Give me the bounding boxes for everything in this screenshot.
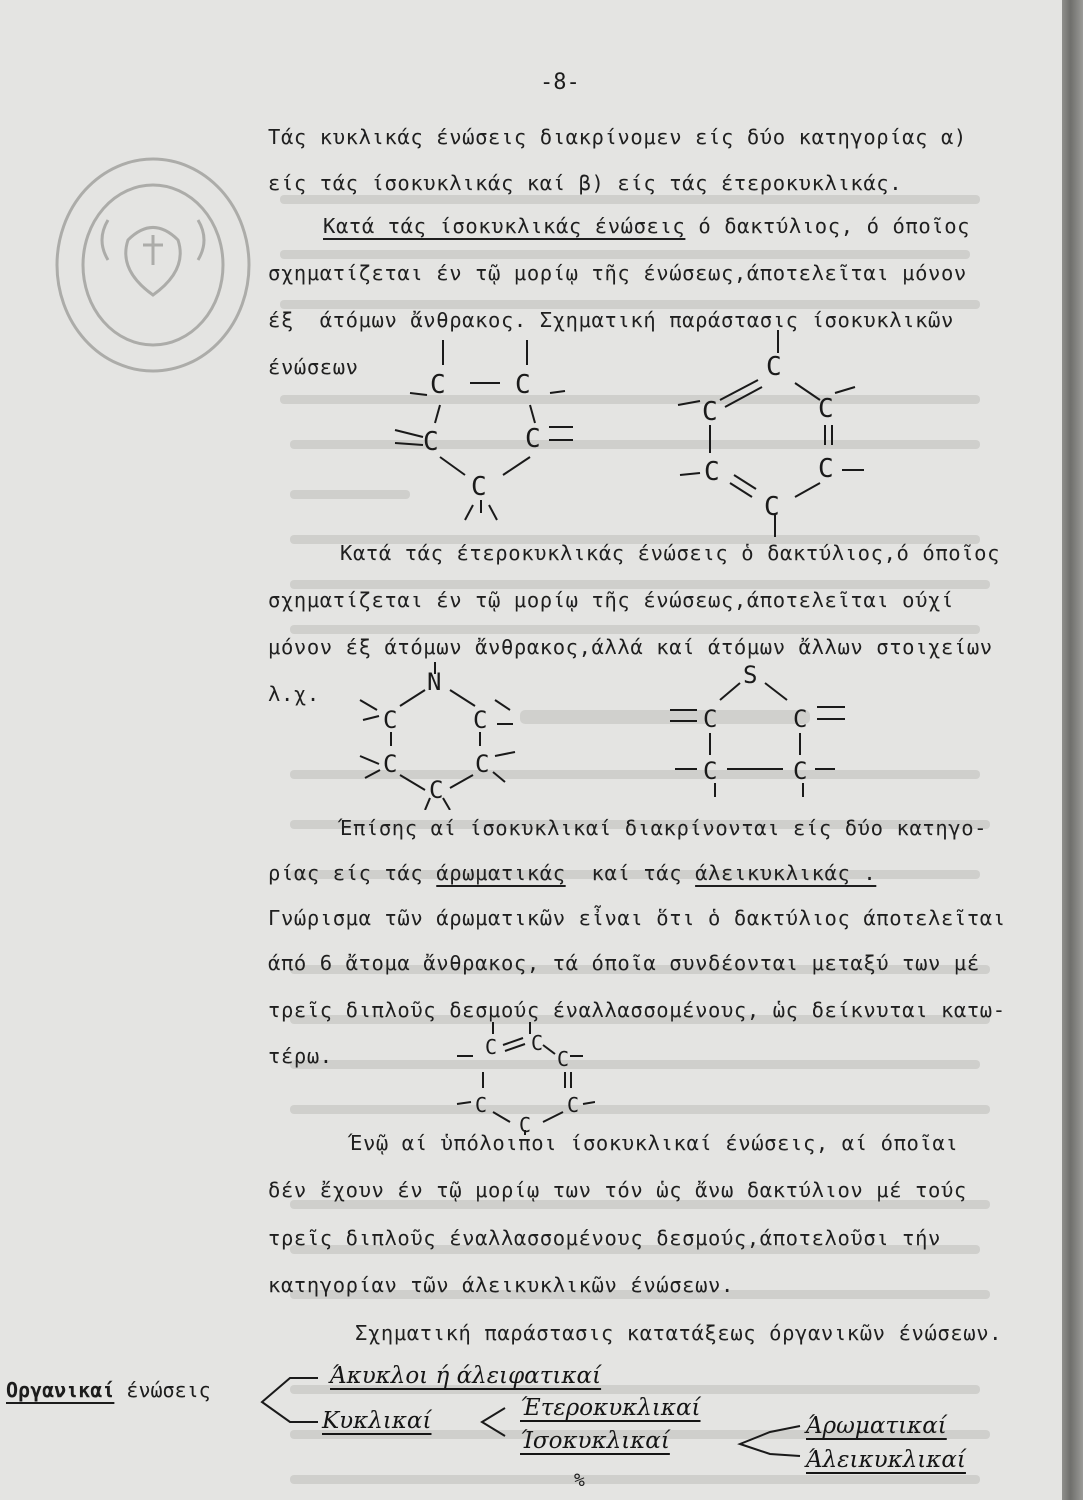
- text-line: μόνον έξ άτόμων ἄνθρακος,άλλά καί άτόμων ἄλλων στοιχείων: [268, 635, 993, 659]
- carbon-atom: C: [475, 750, 490, 778]
- sulfur-atom: S: [743, 661, 758, 689]
- carbon-atom: C: [531, 1031, 544, 1055]
- nitrogen-atom: N: [427, 668, 442, 696]
- carbon-atom: C: [430, 370, 446, 400]
- official-seal: [48, 150, 258, 380]
- carbon-atom: C: [475, 1093, 488, 1117]
- carbon-atom: C: [766, 352, 782, 382]
- carbon-atom: C: [704, 457, 720, 487]
- carbon-atom: C: [423, 427, 439, 457]
- text-line: σχηματίζεται έν τῷ μορίῳ τῆς ένώσεως,άποτελεῖται μόνον: [268, 261, 967, 285]
- text-line: άπό 6 ἄτομα ἄνθρακος, τά όποῖα συνδέονται μεταξύ των μέ: [268, 951, 980, 975]
- alicyclic-label: Άλεικυκλικαί: [806, 1447, 966, 1473]
- benzene-ring-structure: [455, 1020, 595, 1135]
- isocyclic-structure-2: [670, 325, 880, 540]
- text-line: [323, 213, 970, 239]
- text-line: ένώσεων: [268, 355, 359, 379]
- carbon-atom: C: [471, 472, 487, 502]
- carbon-atom: C: [557, 1047, 570, 1071]
- text-line: τρεῖς διπλοῦς δεσμούς έναλλασσομένους, ὡς δείκνυται κατω-: [268, 998, 1006, 1022]
- text-line: τέρω.: [268, 1044, 333, 1068]
- carbon-atom: C: [793, 757, 808, 785]
- carbon-atom: C: [818, 454, 834, 484]
- text-line: Γνώρισμα τῶν άρωματικῶν εἶναι ὅτι ὁ δακτύλιος άποτελεῖται: [268, 906, 1006, 930]
- text-line: κατηγορίαν τῶν άλεικυκλικῶν ένώσεων.: [268, 1273, 734, 1297]
- carbon-atom: C: [567, 1093, 580, 1117]
- page-number: -8-: [540, 70, 580, 95]
- heterocyclic-label: Έτεροκυκλικαί: [520, 1395, 701, 1421]
- root-bold-term: Οργανικαί: [6, 1378, 115, 1402]
- aromatic-label: Άρωματικαί: [806, 1413, 947, 1439]
- text-line: λ.χ.: [268, 682, 320, 706]
- text-fragment: ρίας είς τάς: [268, 861, 437, 885]
- text-line: Έπίσης αί ίσοκυκλικαί διακρίνονται είς δύο κατηγο-: [340, 816, 988, 840]
- text-line: δέν ἔχουν έν τῷ μορίῳ των τόν ὡς ἄνω δακτύλιον μέ τούς: [268, 1178, 967, 1202]
- text-fragment: ό δακτύλιος, ό όποῖος: [685, 214, 971, 238]
- carbon-atom: C: [818, 394, 834, 424]
- carbon-atom: C: [473, 706, 488, 734]
- text-line: Τάς κυκλικάς ένώσεις διακρίνομεν είς δύο κατηγορίας α): [268, 125, 967, 149]
- carbon-atom: C: [519, 1113, 532, 1135]
- carbon-atom: C: [515, 370, 531, 400]
- binding-edge: [1062, 0, 1083, 1500]
- carbon-atom: C: [703, 705, 718, 733]
- text-line: έξ άτόμων ἄνθρακος. Σχηματική παράστασις ίσοκυκλικῶν: [268, 308, 954, 332]
- footer-mark: %: [574, 1470, 585, 1491]
- text-line: Ένῷ αί ὑπόλοιποι ίσοκυκλικαί ένώσεις, αί όποῖαι: [350, 1131, 959, 1155]
- root-rest-term: ένώσεις: [114, 1378, 211, 1402]
- acyclic-label: Άκυκλοι ή άλειφατικαί: [330, 1363, 602, 1389]
- carbon-atom: C: [485, 1035, 498, 1059]
- carbon-atom: C: [702, 397, 718, 427]
- heterocyclic-structure-nitrogen: [355, 660, 530, 810]
- isocyclic-label: Ίσοκυκλικαί: [520, 1428, 670, 1454]
- cyclic-label: Κυκλικαί: [322, 1408, 432, 1434]
- carbon-atom: C: [525, 424, 541, 454]
- carbon-atom: C: [383, 706, 398, 734]
- carbon-atom: C: [383, 750, 398, 778]
- carbon-atom: C: [703, 757, 718, 785]
- text-line: σχηματίζεται έν τῷ μορίῳ τῆς ένώσεως,άποτελεῖται ούχί: [268, 588, 954, 612]
- carbon-atom: C: [429, 776, 444, 804]
- underlined-term: άλεικυκλικάς .: [695, 861, 877, 885]
- text-line: Κατά τάς έτεροκυκλικάς ένώσεις ὁ δακτύλιος,ό όποῖος: [340, 541, 1001, 565]
- isocyclic-structure-1: [385, 335, 585, 535]
- text-line: είς τάς ίσοκυκλικάς καί β) είς τάς έτεροκυκλικάς.: [268, 171, 903, 195]
- text-line: τρεῖς διπλοῦς έναλλασσομένους δεσμούς,άποτελοῦσι τήν: [268, 1226, 941, 1250]
- carbon-atom: C: [764, 492, 780, 522]
- text-line: [268, 860, 876, 886]
- heterocyclic-structure-sulfur: [665, 655, 865, 800]
- underlined-term: άρωματικάς: [436, 861, 566, 885]
- text-fragment: καί τάς: [565, 861, 696, 885]
- underlined-term: Κατά τάς ίσοκυκλικάς ένώσεις: [323, 214, 686, 238]
- text-line: Σχηματική παράστασις κατατάξεως όργανικῶν ένώσεων.: [355, 1321, 1003, 1345]
- carbon-atom: C: [793, 705, 808, 733]
